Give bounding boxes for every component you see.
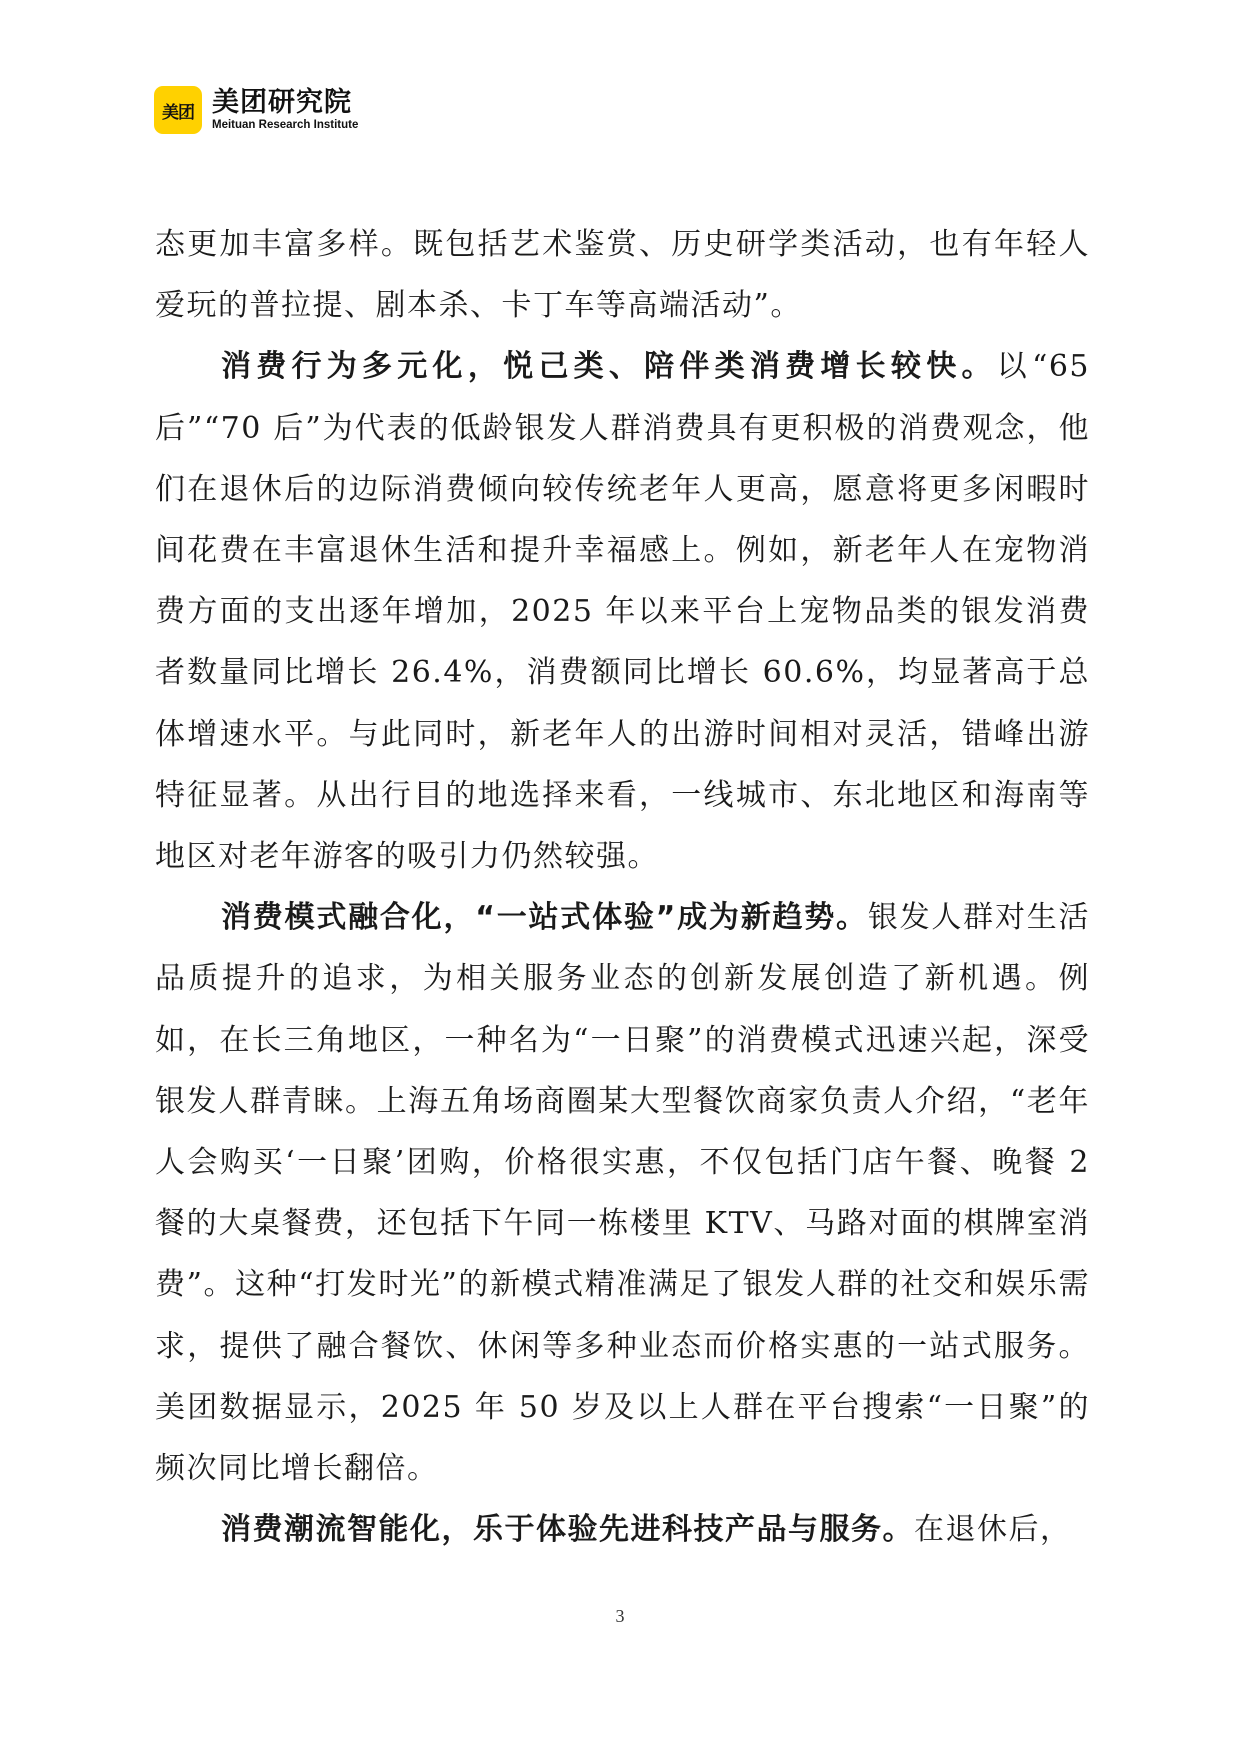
paragraph-consumption-trend	[155, 1499, 1090, 1560]
paragraph-lead: 消费模式融合化，“一站式体验”成为新趋势。	[221, 900, 868, 936]
document-body	[155, 214, 1090, 1560]
paragraph-lead: 消费行为多元化，悦己类、陪伴类消费增长较快。	[221, 349, 997, 385]
meituan-logo	[154, 86, 202, 134]
paragraph-text: 在退休后，	[914, 1512, 1072, 1548]
paragraph-continuation	[155, 214, 1090, 336]
paragraph-text: 态更加丰富多样。既包括艺术鉴赏、历史研学类活动，也有年轻人爱玩的普拉提、剧本杀、卡丁车等高端活动”。	[155, 227, 1090, 324]
paragraph-consumption-behavior	[155, 336, 1090, 887]
brand-name-chinese: 美团研究院	[212, 87, 352, 118]
page-header	[154, 86, 358, 134]
paragraph-consumption-model	[155, 887, 1090, 1499]
logo-text: 美团	[162, 102, 194, 123]
brand-block	[212, 88, 358, 132]
brand-name-english: Meituan Research Institute	[212, 119, 359, 131]
paragraph-text: 银发人群对生活品质提升的追求，为相关服务业态的创新发展创造了新机遇。例如，在长三角地区，一种名为“一日聚”的消费模式迅速兴起，深受银发人群青睐。上海五角场商圈某大型餐饮商家负责人介绍，“老年人会购买‘一日聚’团购，价格很实惠，不仅包括门店午餐、晚餐 2 餐的大桌餐费，还包括下午同一栋楼里 KTV、马路对面的棋牌室消费”。这种“打发时光”的新模式精准满足了银发人群的社交和娱乐需求，提供了融合餐饮、休闲等多种业态而价格实惠的一站式服务。美团数据显示，2025 年 50 岁及以上人群在平台搜索“一日聚”的频次同比增长翻倍。	[155, 900, 1091, 1487]
paragraph-text: 以“65后”“70 后”为代表的低龄银发人群消费具有更积极的消费观念，他们在退休后的边际消费倾向较传统老年人更高，愿意将更多闲暇时间花费在丰富退休生活和提升幸福感上。例如，新老年人在宠物消费方面的支出逐年增加，2025 年以来平台上宠物品类的银发消费者数量同比增长 26.4%，消费额同比增长 60.6%，均显著高于总体增速水平。与此同时，新老年人的出游时间相对灵活，错峰出游特征显著。从出行目的地选择来看，一线城市、东北地区和海南等地区对老年游客的吸引力仍然较强。	[155, 349, 1091, 875]
paragraph-lead: 消费潮流智能化，乐于体验先进科技产品与服务。	[221, 1512, 914, 1548]
page-number: 3	[615, 1606, 625, 1626]
